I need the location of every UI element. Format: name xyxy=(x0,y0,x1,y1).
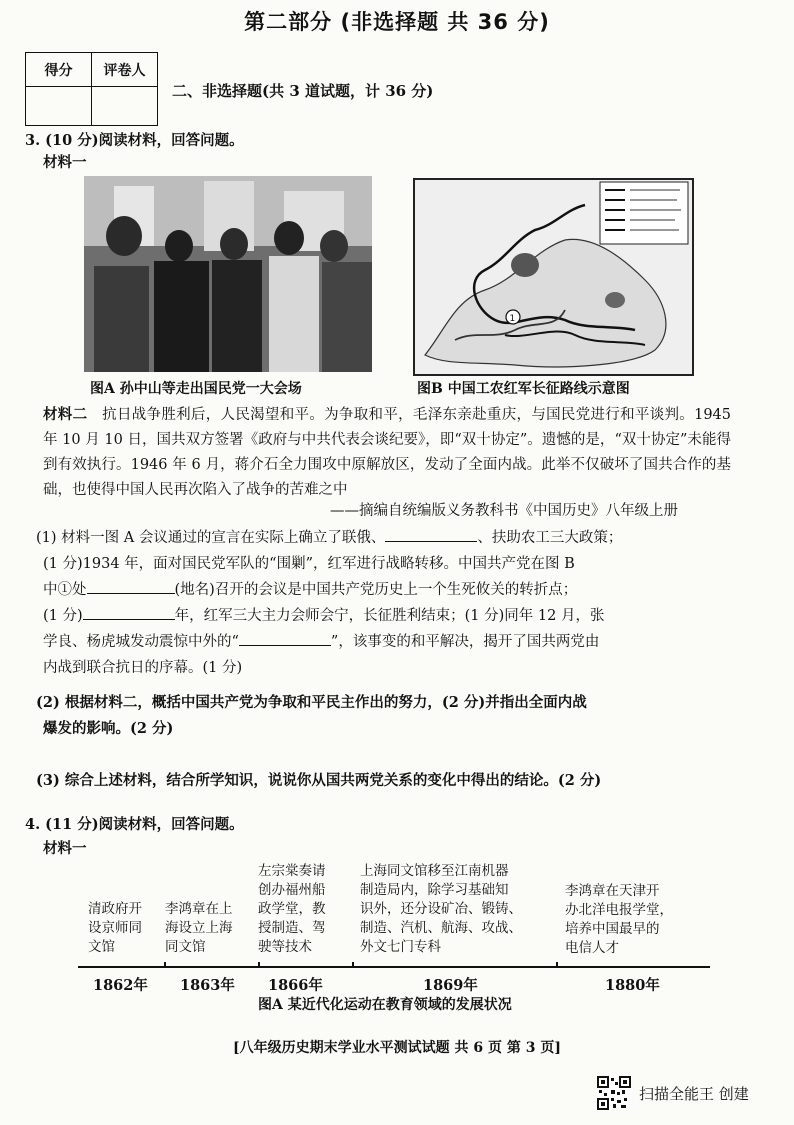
q3-sub1-text-e1: (1 分) xyxy=(43,608,83,624)
material2-label: 材料二 xyxy=(43,406,88,423)
q3-sub1-line4 xyxy=(43,603,604,629)
event-line: 制造局内，除学习基础知 xyxy=(360,882,509,898)
timeline-event-1862 xyxy=(88,900,142,957)
photo-figure-a xyxy=(84,176,372,372)
event-line: 识外，还分设矿冶、锻铸、 xyxy=(360,901,522,917)
section-title: 二、非选择题(共 3 道试题，计 36 分) xyxy=(172,82,434,100)
event-line: 办北洋电报学堂， xyxy=(565,902,673,918)
timeline-event-1866 xyxy=(258,862,326,957)
q3-material1-label: 材料一 xyxy=(43,154,87,171)
q3-sub3: (3) 综合上述材料，结合所学知识，说说你从国共两党关系的变化中得出的结论。(2 分) xyxy=(36,772,602,789)
score-header: 得分 xyxy=(26,53,92,87)
event-line: 制造、汽机、航海、攻战、 xyxy=(360,920,522,936)
grader-cell xyxy=(92,87,158,126)
page-footer: [八年级历史期末学业水平测试试题 共 6 页 第 3 页] xyxy=(233,1040,561,1056)
q3-sub1-line6: 内战到联合抗日的序幕。(1 分) xyxy=(43,660,243,676)
figure-b-caption: 图B 中国工农红军长征路线示意图 xyxy=(417,381,630,397)
q3-sub1-line5 xyxy=(43,629,599,655)
q3-sub1-text-d2: (地名)召开的会议是中国共产党历史上一个生死攸关的转折点； xyxy=(174,582,578,598)
year-label: 1866年 xyxy=(268,977,323,994)
answer-blank-4[interactable] xyxy=(239,631,331,646)
material2-paragraph xyxy=(43,402,731,503)
q3-heading: 3. (10 分)阅读材料，回答问题。 xyxy=(25,132,244,149)
map-figure-b xyxy=(413,178,694,376)
q3-sub1-text-f2: ”，该事变的和平解决，揭开了国共两党由 xyxy=(330,634,600,650)
timeline-event-1869 xyxy=(360,862,522,957)
source-citation: ——摘编自统编版义务教科书《中国历史》八年级上册 xyxy=(330,503,678,519)
score-cell xyxy=(26,87,92,126)
q3-sub1-line1 xyxy=(36,525,622,551)
q4-heading: 4. (11 分)阅读材料，回答问题。 xyxy=(25,816,244,833)
q3-sub1-text-b: 、扶助农工三大政策； xyxy=(477,530,623,546)
timeline-event-1880 xyxy=(565,882,673,958)
figure-a-caption: 图A 孙中山等走出国民党一大会场 xyxy=(90,381,302,397)
material2-text: 抗日战争胜利后，人民渴望和平。为争取和平，毛泽东亲赴重庆，与国民党进行和平谈判。1945 年 10 月 10 日，国共双方签署《政府与中共代表会谈纪要》，即“双十协定”。遗憾的是，“双十协定”未能得到有效执行。1946 年 6 月，蒋介石全力围攻中原解放区，发动了全面内战。此举不仅破坏了国共合作的基础，也使得中国人民再次陷入了战争的苦难之中 xyxy=(43,407,732,498)
timeline-tick xyxy=(258,962,260,968)
q3-sub1-text-d1: 中①处 xyxy=(43,582,87,598)
timeline-event-1863 xyxy=(165,900,233,957)
event-line: 外文七门专科 xyxy=(360,939,441,955)
event-line: 授制造、驾 xyxy=(258,920,326,936)
q3-sub1-text-e2: 年，红军三大主力会师会宁，长征胜利结束；(1 分)同年 12 月，张 xyxy=(174,608,605,624)
event-line: 李鸿章在上 xyxy=(165,901,233,917)
event-line: 李鸿章在天津开 xyxy=(565,883,660,899)
answer-blank-3[interactable] xyxy=(83,605,175,620)
q3-sub1-text-f1: 学良、杨虎城发动震惊中外的“ xyxy=(43,634,239,650)
q3-sub1-line3 xyxy=(43,577,577,603)
timeline-caption: 图A 某近代化运动在教育领域的发展状况 xyxy=(258,997,512,1013)
event-line: 电信人才 xyxy=(565,940,619,956)
svg-text:1: 1 xyxy=(509,314,516,324)
answer-blank-1[interactable] xyxy=(385,527,477,542)
timeline-axis xyxy=(78,966,710,968)
event-line: 驶等技术 xyxy=(258,939,312,955)
q3-sub1-text-a: (1) 材料一图 A 会议通过的宣言在实际上确立了联俄、 xyxy=(36,530,386,546)
year-label: 1869年 xyxy=(423,977,478,994)
score-table xyxy=(25,52,158,126)
scanner-watermark: 扫描全能王 创建 xyxy=(639,1085,749,1103)
event-line: 培养中国最早的 xyxy=(565,921,660,937)
event-line: 上海同文馆移至江南机器 xyxy=(360,863,509,879)
event-line: 左宗棠奏请 xyxy=(258,863,326,879)
event-line: 清政府开 xyxy=(88,901,142,917)
q4-material1-label: 材料一 xyxy=(43,840,87,857)
grader-header: 评卷人 xyxy=(92,53,158,87)
qr-code-icon xyxy=(597,1076,631,1110)
year-label: 1863年 xyxy=(180,977,235,994)
event-line: 海设立上海 xyxy=(165,920,233,936)
year-label: 1862年 xyxy=(93,977,148,994)
timeline-tick xyxy=(352,962,354,968)
timeline-tick xyxy=(556,962,558,968)
event-line: 文馆 xyxy=(88,939,115,955)
q3-sub1-line2: (1 分)1934 年，面对国民党军队的“围剿”，红军进行战略转移。中国共产党在图 B xyxy=(43,556,575,572)
timeline-tick xyxy=(164,962,166,968)
q3-sub2-line1: (2) 根据材料二，概括中国共产党为争取和平民主作出的努力，(2 分)并指出全面内战 xyxy=(36,694,587,711)
event-line: 政学堂，教 xyxy=(258,901,326,917)
event-line: 设京师同 xyxy=(88,920,142,936)
page-title: 第二部分 (非选择题 共 36 分) xyxy=(244,10,550,34)
q3-sub2-line2: 爆发的影响。(2 分) xyxy=(43,720,174,737)
event-line: 创办福州船 xyxy=(258,882,326,898)
answer-blank-2[interactable] xyxy=(87,579,175,594)
event-line: 同文馆 xyxy=(165,939,206,955)
year-label: 1880年 xyxy=(605,977,660,994)
